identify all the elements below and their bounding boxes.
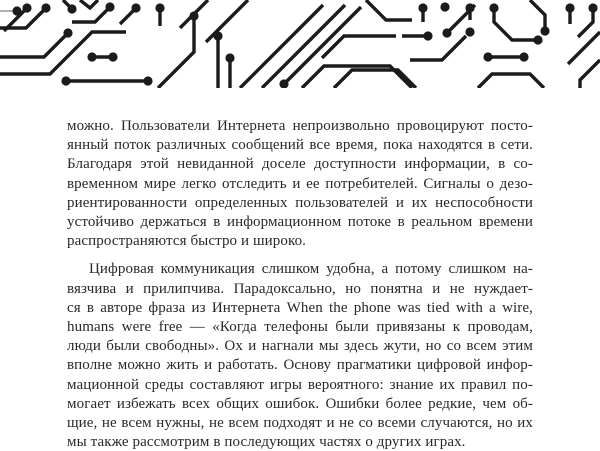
text-line: вполне можно жить и работать. Основу прагматики цифровой инфор- (67, 357, 533, 374)
text-line: humans were free — «Когда телефоны были привязаны к проводам, (67, 319, 533, 336)
page-text (67, 117, 533, 451)
text-line: Цифровая коммуникация слишком удобна, а потому слишком на- (89, 261, 533, 278)
text-line: риентированности определенных пользователей и их неспособности (67, 194, 533, 211)
circuit-pattern-header (0, 0, 600, 88)
text-line: мационной среды составляют игры вероятного: знание их правил по- (67, 376, 533, 393)
circuit-board-graphic (0, 0, 600, 88)
text-line: Благодаря этой невиданной доселе доступности информации, в со- (67, 156, 533, 173)
text-line: щие, не всем нужны, не всем подходят и не со всеми случаются, но их (67, 415, 533, 432)
text-line: распространяются быстро и широко. (67, 233, 307, 250)
text-line: можно. Пользователи Интернета непроизвольно провоцируют посто- (67, 118, 533, 134)
text-line: могает избежать всех общих ошибок. Ошибки более редкие, чем об- (67, 395, 533, 412)
text-line: устойчиво держаться в информационном потоке в реальном времени (67, 214, 533, 231)
paragraph (67, 260, 533, 451)
text-line: мы также рассмотрим в последующих частях о других играх. (67, 434, 466, 451)
text-line: янный поток различных сообщений все время, пока находятся в сети. (67, 137, 533, 154)
text-line: ся в авторе фраза из Интернета When the phone was tied with a wire, (67, 299, 533, 316)
text-line: люди были свободны». Ох и нагнали мы здесь жути, но со всем этим (67, 338, 533, 355)
text-line: вязчива и прилипчива. Парадоксально, но понятна и не нуждает- (67, 280, 533, 297)
paragraph (67, 117, 533, 251)
text-line: временном мире легко отследить и ее потребителей. Сигналы о дезо- (67, 175, 533, 192)
